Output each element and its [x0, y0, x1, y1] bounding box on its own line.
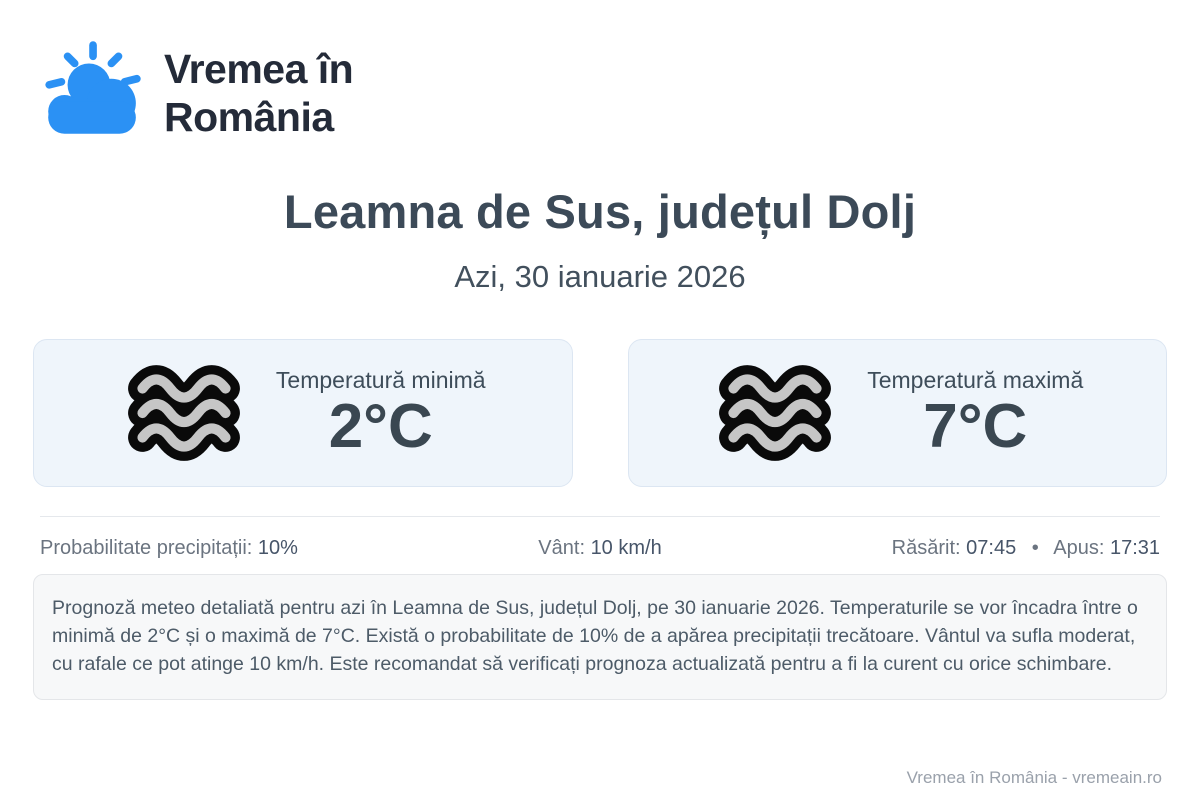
wind-stat	[538, 537, 661, 560]
wind-label: Vânt:	[538, 537, 585, 559]
logo-text-line2: România	[164, 93, 334, 140]
sunrise-value: 07:45	[966, 537, 1017, 559]
sunset-label: Apus:	[1053, 537, 1105, 559]
logo	[40, 0, 1167, 146]
sunset-value: 17:31	[1109, 537, 1161, 559]
bullet-separator: •	[1031, 537, 1039, 559]
page-title: Leamna de Sus, județul Dolj	[283, 185, 917, 238]
logo-text-line1: Vremea în	[164, 46, 354, 92]
min-temp-block	[276, 367, 486, 459]
precipitation-label: Probabilitate precipitații:	[40, 537, 253, 559]
logo-text	[164, 40, 353, 142]
fog-icon	[120, 364, 248, 462]
max-temp-card	[628, 339, 1168, 487]
forecast-summary: Prognoză meteo detaliată pentru azi în Leamna de Sus, județul Dolj, pe 30 ianuarie 2026. Temperaturile se vor încadra între o minimă de 2°C și o maximă de 7°C. Există o probabilitate de 10% de a apărea precipitații trecătoare. Vântul va sufla moderat, cu rafale ce pot atinge 10 km/h. Este recomandat să verificați prognoza actualizată pentru a fi la curent cu orice schimbare.	[33, 574, 1167, 700]
sun-times-stat	[662, 537, 1160, 560]
sunrise-label: Răsărit:	[891, 537, 961, 559]
min-temp-label: Temperatură minimă	[275, 366, 486, 393]
min-temp-value: 2°C	[328, 391, 433, 461]
wind-value: 10 km/h	[590, 537, 662, 559]
min-temp-card	[33, 339, 573, 487]
max-temp-value: 7°C	[923, 391, 1028, 461]
stats-row	[40, 516, 1160, 560]
date-subtitle: Azi, 30 ianuarie 2026	[454, 259, 746, 294]
footer-credit: Vremea în România - vremeain.ro	[906, 768, 1162, 787]
precipitation-value: 10%	[257, 537, 298, 559]
max-temp-block	[867, 367, 1083, 459]
fog-icon	[711, 364, 839, 462]
precipitation-stat	[40, 537, 538, 560]
temperature-cards	[33, 339, 1167, 487]
max-temp-label: Temperatură maximă	[867, 366, 1084, 393]
sun-cloud-icon	[40, 40, 142, 146]
